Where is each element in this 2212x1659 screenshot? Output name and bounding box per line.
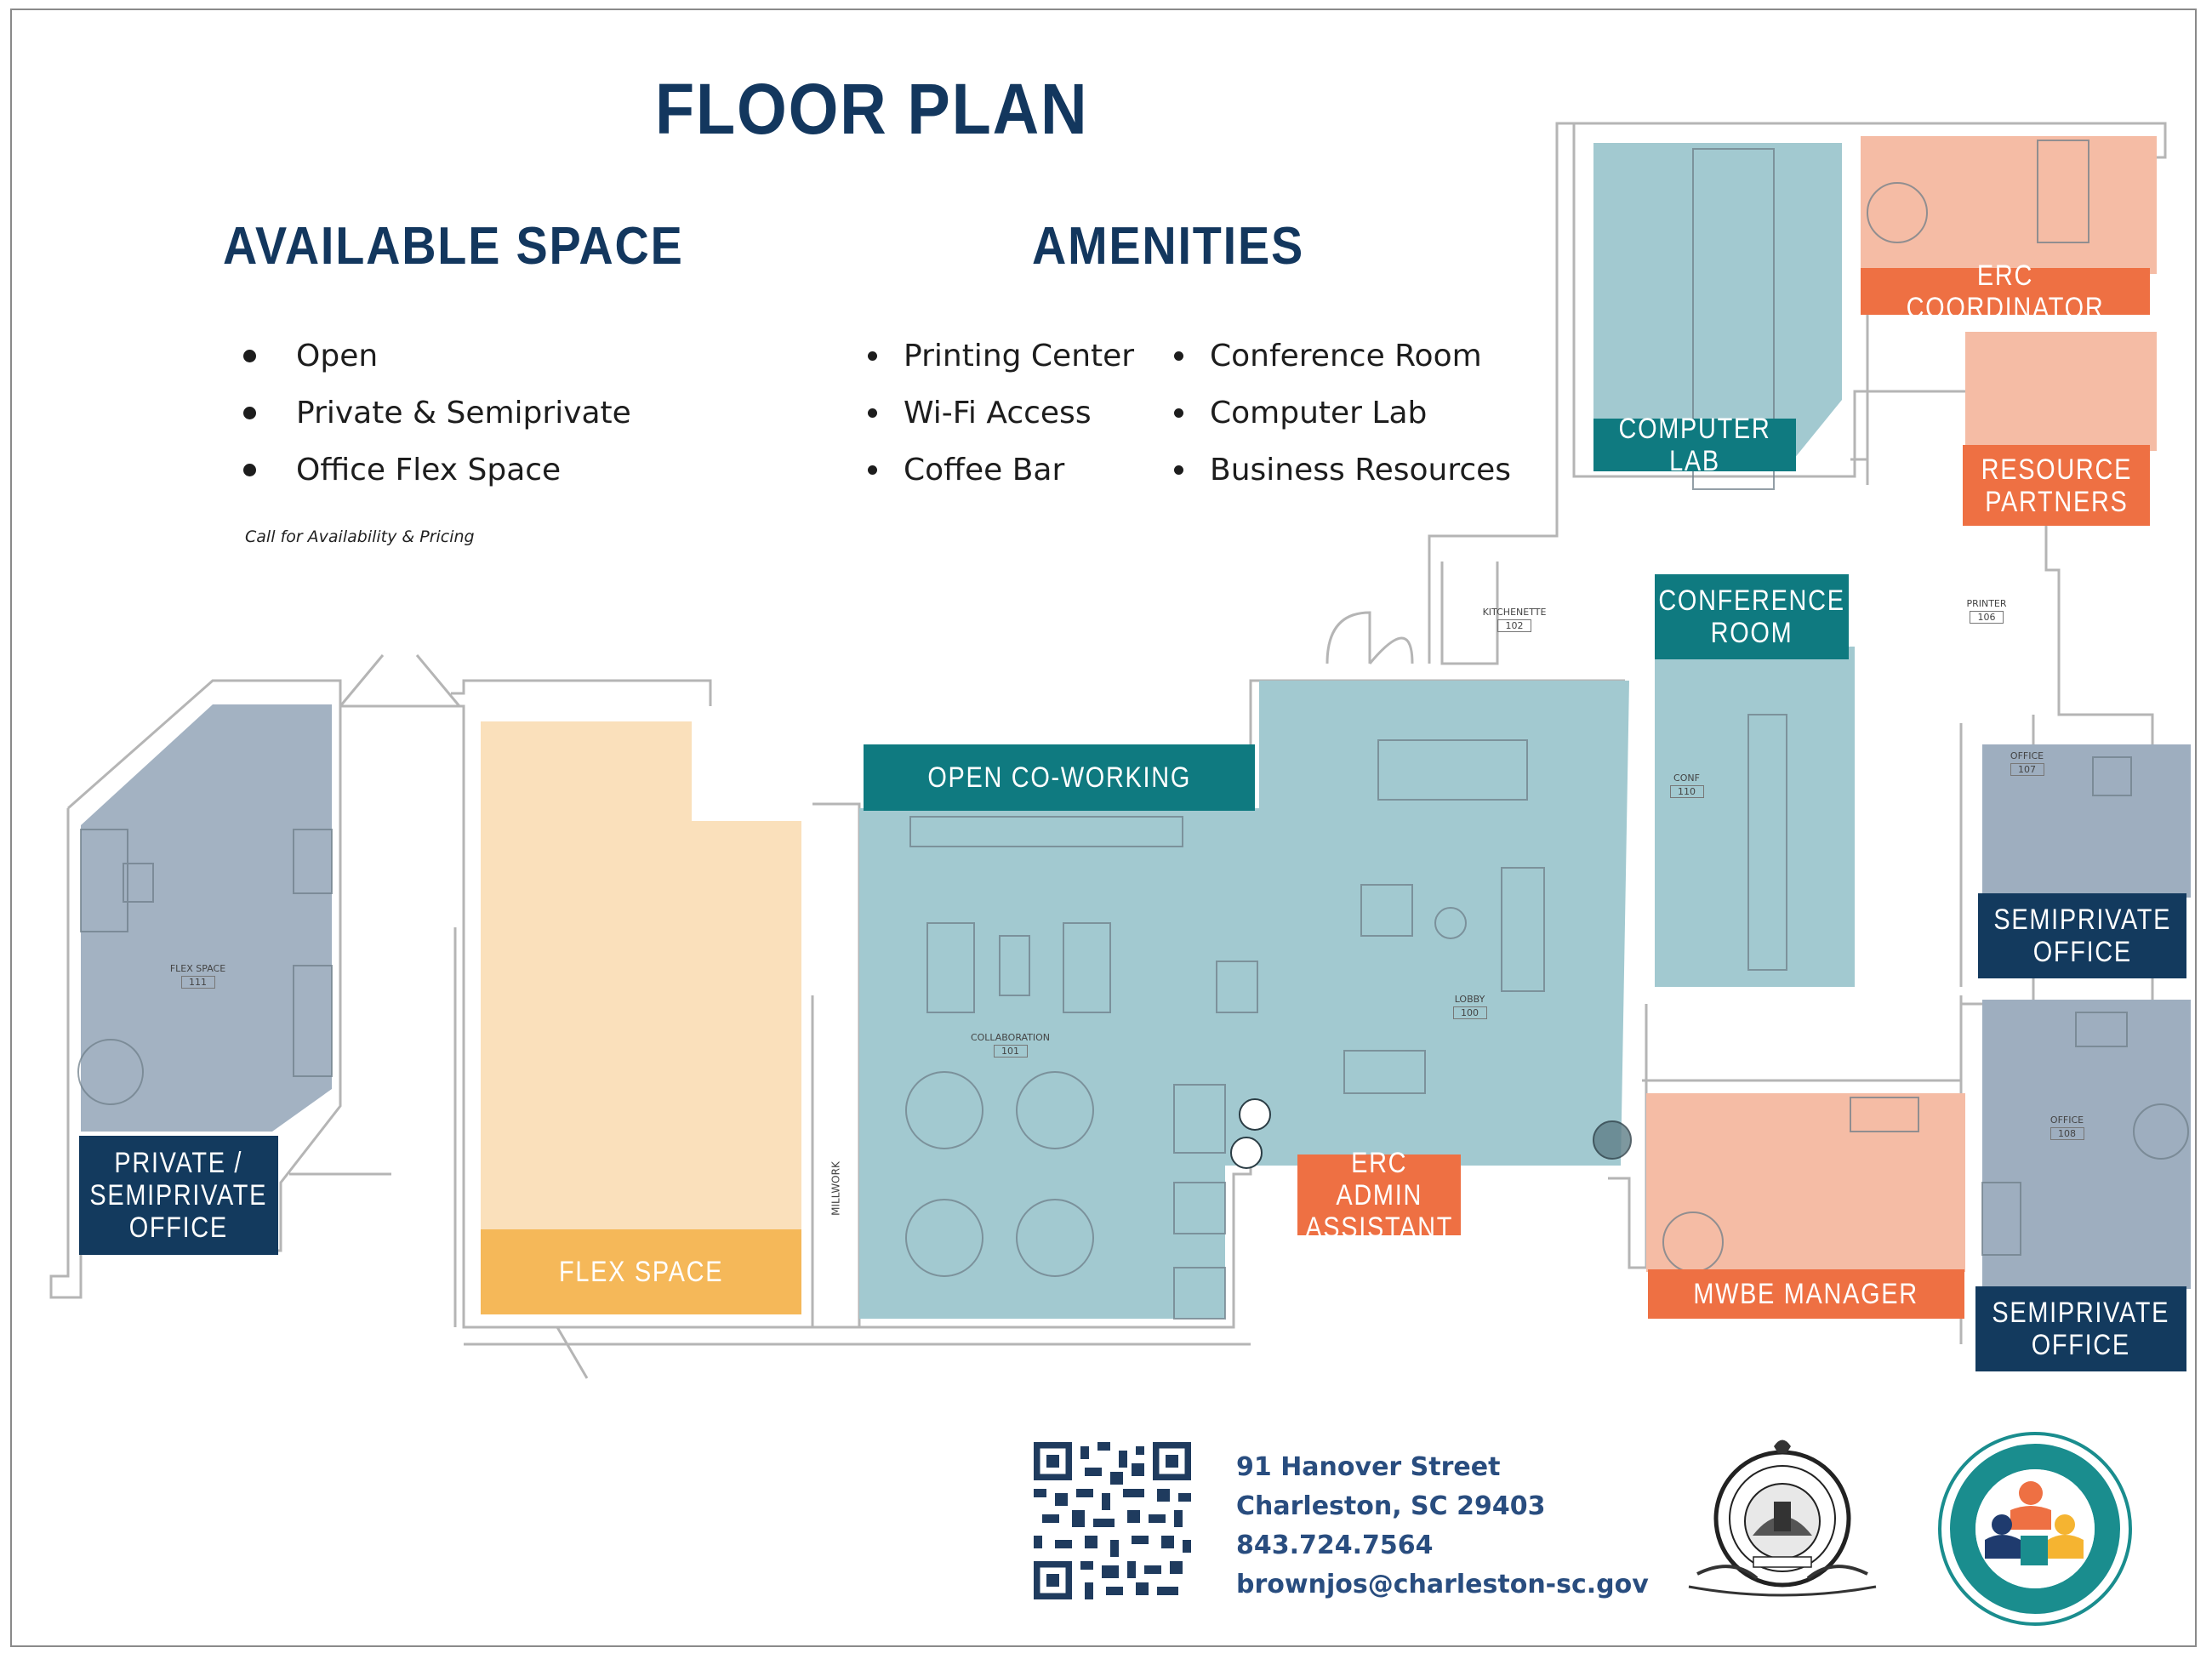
list-item: Wi-Fi Access (868, 385, 1134, 442)
available-space-list (243, 328, 631, 499)
contact-street: 91 Hanover Street (1236, 1452, 1501, 1482)
contact-city: Charleston, SC 29403 (1236, 1491, 1546, 1521)
room-tag-office107: OFFICE 107 (2010, 750, 2044, 775)
list-item: Computer Lab (1174, 385, 1511, 442)
amenities-list-col2 (1174, 328, 1511, 499)
room-tag-conf: CONF 110 (1668, 772, 1706, 798)
label-erc-admin: ERC ADMIN ASSISTANT (1297, 1154, 1461, 1235)
contact-email[interactable]: brownjos@charleston-sc.gov (1236, 1570, 1649, 1599)
room-tag-flex: FLEX SPACE 111 (169, 963, 226, 988)
qr-code-icon (1034, 1442, 1191, 1599)
amenities-list-col1 (868, 328, 1134, 499)
room-tag-lobby: LOBBY 100 (1446, 994, 1493, 1019)
availability-note: Call for Availability & Pricing (245, 527, 475, 546)
list-item: Private & Semiprivate (243, 385, 631, 442)
label-computer-lab: COMPUTER LAB (1593, 419, 1796, 471)
room-tag-collab: COLLABORATION 101 (970, 1032, 1051, 1057)
label-mwbe-manager: MWBE MANAGER (1648, 1269, 1964, 1319)
erc-coordinator-area (1861, 136, 2157, 274)
office-108-area (1982, 1000, 2191, 1289)
list-item: Business Resources (1174, 442, 1511, 499)
city-seal-icon (1672, 1429, 1893, 1604)
room-tag-office108: OFFICE 108 (2050, 1115, 2084, 1139)
mwbe-manager-area (1646, 1093, 1965, 1272)
label-conference-room: CONFERENCE ROOM (1655, 574, 1849, 659)
label-resource-partners: RESOURCE PARTNERS (1963, 445, 2150, 526)
label-flex-space: FLEX SPACE (481, 1229, 801, 1314)
resource-partners-area (1965, 332, 2157, 451)
room-tag-kitchenette: KITCHENETTE 102 (1482, 607, 1547, 631)
label-open-coworking: OPEN CO-WORKING (864, 744, 1255, 811)
list-item: Office Flex Space (243, 442, 631, 499)
conference-room-area (1655, 647, 1855, 987)
millwork-label: MILLWORK (830, 1161, 842, 1216)
available-space-heading: AVAILABLE SPACE (223, 217, 684, 276)
label-semiprivate-office-2: SEMIPRIVATE OFFICE (1975, 1286, 2186, 1371)
room-tag-printer: PRINTER 106 (1966, 598, 2007, 623)
contact-block (1236, 1448, 1649, 1605)
list-item: Conference Room (1174, 328, 1511, 385)
list-item: Printing Center (868, 328, 1134, 385)
list-item: Open (243, 328, 631, 385)
flex-space-area (481, 721, 801, 1314)
amenities-heading: AMENITIES (1032, 217, 1305, 276)
page-title: FLOOR PLAN (655, 69, 1089, 149)
label-semiprivate-office-1: SEMIPRIVATE OFFICE (1978, 893, 2186, 978)
mwbe-office-logo (1936, 1429, 2135, 1629)
contact-phone[interactable]: 843.724.7564 (1236, 1531, 1434, 1560)
label-erc-coordinator: ERC COORDINATOR (1861, 268, 2150, 315)
label-private-office: PRIVATE / SEMIPRIVATE OFFICE (79, 1136, 278, 1255)
list-item: Coffee Bar (868, 442, 1134, 499)
